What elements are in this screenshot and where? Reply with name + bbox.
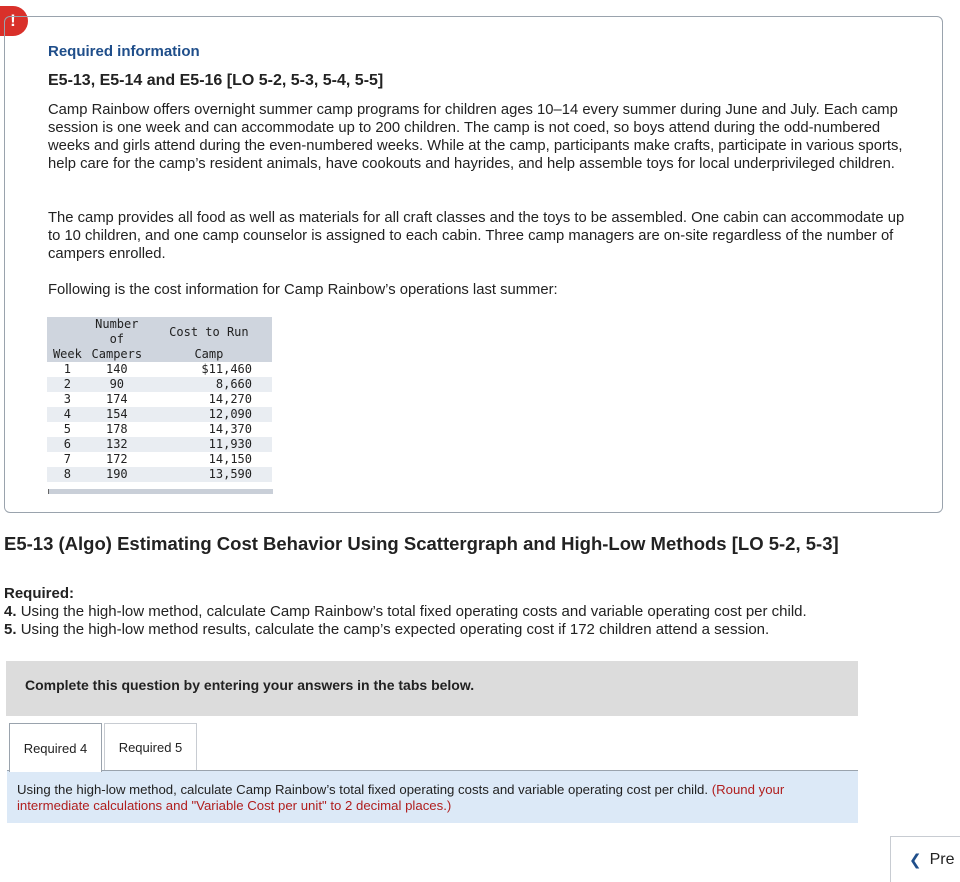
requirement-5-text: Using the high-low method results, calculate the camp’s expected operating cost if 172 children attend a session. xyxy=(20,621,770,638)
tab-required-4[interactable]: Required 4 xyxy=(9,723,102,772)
week-cell: 2 xyxy=(63,377,72,391)
complete-question-banner xyxy=(6,661,858,716)
campers-cell: 154 xyxy=(105,407,128,421)
table-header-row-2 xyxy=(47,347,272,362)
instructions-box xyxy=(7,770,858,823)
intro-paragraph-3: Following is the cost information for Camp Rainbow’s operations last summer: xyxy=(48,282,558,298)
required-information-panel xyxy=(4,16,943,513)
campers-cell: 90 xyxy=(109,377,125,391)
complete-question-text: Complete this question by entering your answers in the tabs below. xyxy=(25,677,475,693)
table-row xyxy=(47,377,272,392)
cost-cell: 14,270 xyxy=(208,392,252,406)
instructions-text xyxy=(17,782,852,814)
table-row xyxy=(47,437,272,452)
week-cell: 4 xyxy=(63,407,72,421)
week-cell: 3 xyxy=(63,392,72,406)
requirement-4 xyxy=(4,603,807,620)
instructions-rounding-note: (Round your intermediate calculations and "Variable Cost per unit" to 2 decimal places.) xyxy=(17,782,785,813)
cost-cell: $11,460 xyxy=(201,362,252,376)
campers-cell: 174 xyxy=(105,392,128,406)
intro-paragraph-2: The camp provides all food as well as materials for all craft classes and the toys to be assembled. One cabin can accommodate up to 10 children, and one camp counselor is assigned to each cabin. Three camp managers are on-site regardless of the number of campers enrolled. xyxy=(48,210,905,262)
requirement-4-text: Using the high-low method, calculate Camp Rainbow’s total fixed operating costs and variable operating cost per child. xyxy=(20,603,807,620)
campers-cell: 140 xyxy=(105,362,128,376)
cost-cell: 8,660 xyxy=(215,377,252,391)
week-header: Week xyxy=(52,347,82,361)
requirement-4-number: 4. xyxy=(4,603,17,620)
exercise-heading: E5-13, E5-14 and E5-16 [LO 5-2, 5-3, 5-4, 5-5] xyxy=(48,72,384,89)
week-cell: 7 xyxy=(63,452,72,466)
week-cell: 5 xyxy=(63,422,72,436)
cost-table xyxy=(47,317,272,482)
requirement-5 xyxy=(4,621,769,638)
required-label: Required: xyxy=(4,585,75,602)
campers-header-line1: Number of xyxy=(95,317,139,346)
cost-header-line1: Cost to Run xyxy=(169,324,249,339)
campers-cell: 132 xyxy=(105,437,128,451)
campers-cell: 172 xyxy=(105,452,128,466)
section-title: E5-13 (Algo) Estimating Cost Behavior Using Scattergraph and High-Low Methods [LO 5-2, 5-3] xyxy=(4,533,839,554)
week-cell: 6 xyxy=(63,437,72,451)
cost-cell: 14,370 xyxy=(208,422,252,436)
prev-label: Pre xyxy=(929,850,955,868)
table-header-row-1 xyxy=(47,317,272,347)
cost-cell: 14,150 xyxy=(208,452,252,466)
cost-cell: 12,090 xyxy=(208,407,252,421)
cost-cell: 11,930 xyxy=(208,437,252,451)
campers-cell: 190 xyxy=(105,467,128,481)
campers-header-line2: Campers xyxy=(91,347,143,361)
intro-paragraph-1: Camp Rainbow offers overnight summer camp programs for children ages 10–14 every summer during June and July. Each camp session is one week and can accommodate up to 200 children. The camp is not coed, so boys attend during the odd-numbered weeks and girls attend during the even-numbered weeks. While at the camp, participants make crafts, participate in various sports, help care for the camp’s resident animals, have cookouts and hayrides, and help assemble toys for local underprivileged children. xyxy=(48,102,903,172)
week-cell: 8 xyxy=(63,467,72,481)
chevron-left-icon: ❮ xyxy=(909,851,922,869)
requirement-5-number: 5. xyxy=(4,621,17,638)
tab-required-5[interactable]: Required 5 xyxy=(104,723,197,771)
required-information-label: Required information xyxy=(48,43,200,60)
campers-cell: 178 xyxy=(105,422,128,436)
cost-header-line2: Camp xyxy=(194,347,224,361)
alert-icon: ! xyxy=(0,6,28,36)
prev-button[interactable] xyxy=(890,836,960,882)
table-row xyxy=(47,452,272,467)
table-scrollbar[interactable] xyxy=(48,489,273,494)
table-row xyxy=(47,422,272,437)
instructions-main: Using the high-low method, calculate Camp Rainbow’s total fixed operating costs and variable operating cost per child. xyxy=(17,782,709,797)
cost-cell: 13,590 xyxy=(208,467,252,481)
table-row xyxy=(47,467,272,482)
table-row xyxy=(47,362,272,377)
week-cell: 1 xyxy=(63,362,72,376)
table-row xyxy=(47,407,272,422)
table-row xyxy=(47,392,272,407)
